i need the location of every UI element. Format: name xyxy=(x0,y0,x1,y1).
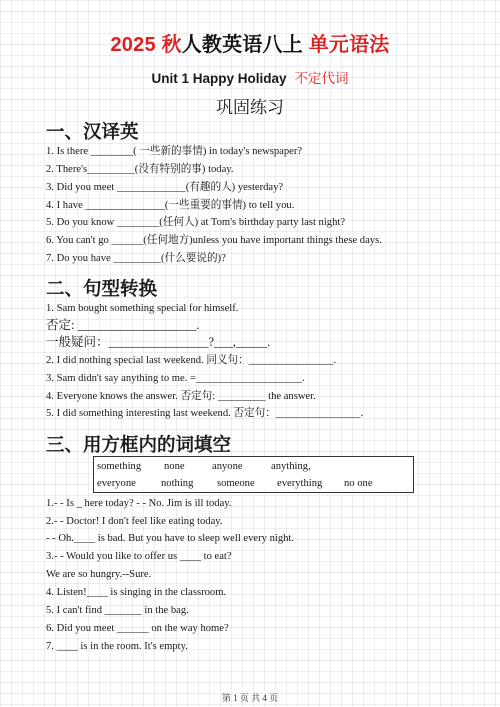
unit-name: Unit 1 Happy Holiday xyxy=(151,71,287,86)
translate-line-6: 6. You can't go ______(任何地方)unless you have important things these days. xyxy=(46,235,382,246)
transform-line-3: 3. Sam didn't say anything to me. =____________________. xyxy=(46,373,305,384)
transform-line-5: 5. I did something interesting last weekend. 否定句：________________. xyxy=(46,408,364,419)
word-none: none xyxy=(164,461,185,472)
title-book: 人教英语八上 xyxy=(181,34,303,56)
transform-line-negative: 否定: ___________________. xyxy=(46,318,200,332)
unit-subtitle xyxy=(0,70,500,88)
page-title xyxy=(0,33,500,57)
fill-line-6: 6. Did you meet ______ on the way home? xyxy=(46,623,229,634)
translate-line-5: 5. Do you know ________(任何人) at Tom's birthday party last night? xyxy=(46,217,346,228)
translate-line-3: 3. Did you meet _____________(有趣的人) yesterday? xyxy=(46,182,284,193)
translate-line-7: 7. Do you have _________(什么要说的)? xyxy=(46,253,226,264)
fill-line-7: 7. ____ is in the room. It's empty. xyxy=(46,641,188,652)
word-someone: someone xyxy=(217,478,255,489)
page-number: 第 1 页 共 4 页 xyxy=(221,693,279,703)
unit-topic: 不定代词 xyxy=(294,71,349,86)
transform-line-4: 4. Everyone knows the answer. 否定句: _________ the answer. xyxy=(46,391,316,402)
word-something: something xyxy=(97,461,142,472)
word-box xyxy=(93,456,414,493)
fill-line-1: 1.- - Is _ here today? - - No. Jim is ill today. xyxy=(46,498,232,509)
fill-line-2b: - - Oh.____ is bad. But you have to sleep well every night. xyxy=(46,533,295,544)
section-title-fill: 三、用方框内的词填空 xyxy=(46,434,232,455)
transform-line-1: 1. Sam bought something special for himself. xyxy=(46,303,239,314)
fill-line-4: 4. Listen!____ is singing in the classroom. xyxy=(46,587,227,598)
translate-line-1: 1. Is there ________( 一些新的事情) in today's newspaper? xyxy=(46,146,303,157)
word-anything: anything, xyxy=(271,461,311,472)
section-title-translate: 一、汉译英 xyxy=(46,121,139,142)
word-everyone: everyone xyxy=(97,478,136,489)
translate-line-2: 2. There's_________(没有特别的事) today. xyxy=(46,164,234,175)
word-anyone: anyone xyxy=(212,461,243,472)
fill-line-2: 2.- - Doctor! I don't feel like eating today. xyxy=(46,516,223,527)
title-grammar: 单元语法 xyxy=(308,34,390,56)
word-no-one: no one xyxy=(344,478,373,489)
fill-line-5: 5. I can't find _______ in the bag. xyxy=(46,605,189,616)
title-year: 2025 秋 xyxy=(110,34,182,56)
section-title-transform: 二、句型转换 xyxy=(46,278,158,299)
translate-line-4: 4. I have _______________(一些重要的事情) to tell you. xyxy=(46,200,295,211)
fill-line-3: 3.- - Would you like to offer us ____ to eat? xyxy=(46,551,232,562)
transform-line-2: 2. I did nothing special last weekend. 同义句：________________. xyxy=(46,355,337,366)
fill-line-3b: We are so hungry.--Sure. xyxy=(46,569,152,580)
transform-line-question: 一般疑问：________________?___,_____. xyxy=(46,335,271,349)
exercise-heading: 巩固练习 xyxy=(216,98,284,117)
word-everything: everything xyxy=(277,478,323,489)
word-nothing: nothing xyxy=(161,478,194,489)
